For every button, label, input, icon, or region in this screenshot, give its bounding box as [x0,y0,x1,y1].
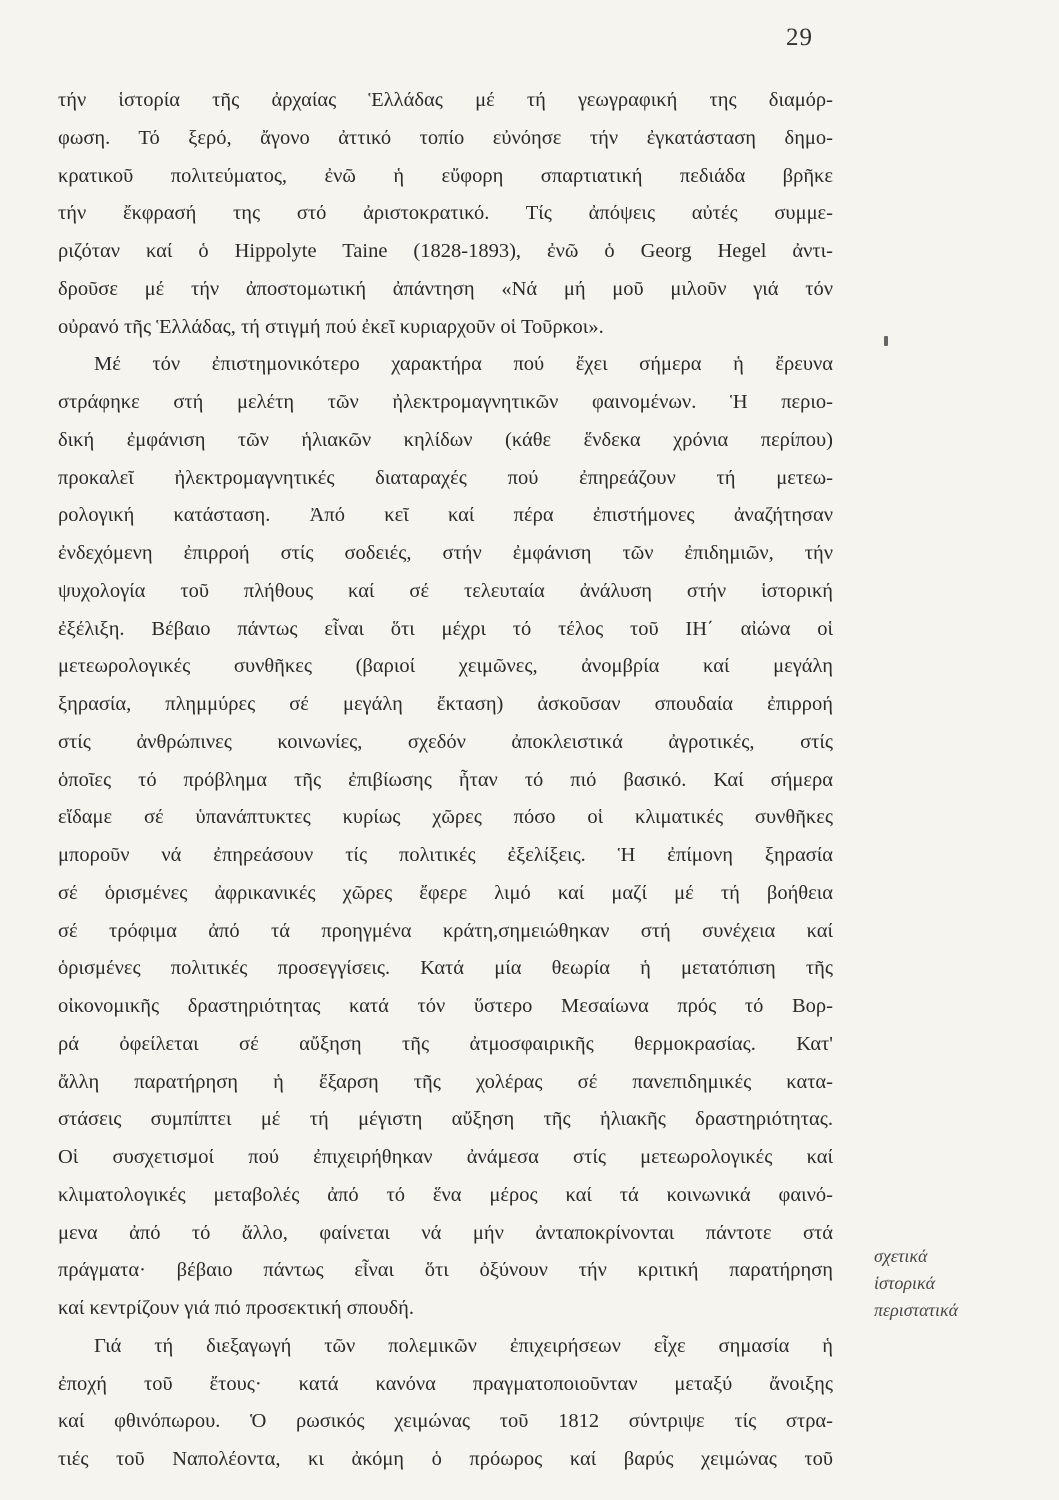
text-line: τήν ἔκφρασή της στό ἀριστοκρατικό. Τίς ἀπόψεις αὐτές συμμε- [58,202,833,225]
text-line: δροῦσε μέ τήν ἀποστομωτική ἀπάντηση «Νά μή μοῦ μιλοῦν γιά τόν [58,277,833,300]
text-line: μετεωρολογικές συνθῆκες (βαριοί χειμῶνες, ἀνομβρία καί μεγάλη [58,655,833,678]
text-line: ἄλλη παρατήρηση ἡ ἔξαρση τῆς χολέρας σέ πανεπιδημικές κατα- [58,1070,833,1093]
text-line: καί φθινόπωρου. Ὁ ρωσικός χειμώνας τοῦ 1812 σύντριψε τίς στρα- [58,1410,833,1433]
text-line: οἰκονομικῆς δραστηριότητας κατά τόν ὕστερο Μεσαίωνα πρός τό Βορ- [58,995,833,1017]
text-line: ἐξέλιξη. Βέβαιο πάντως εἶναι ὅτι μέχρι τό τέλος τοῦ ΙΗ΄ αἰώνα οἱ [58,617,833,640]
text-line: στάσεις συμπίπτει μέ τή μέγιστη αὔξηση τῆς ἡλιακῆς δραστηριότητας. [58,1108,833,1131]
text-line: δική ἐμφάνιση τῶν ἡλιακῶν κηλίδων (κάθε ἕνδεκα χρόνια περίπου) [58,428,833,451]
text-line: τιές τοῦ Ναπολέοντα, κι ἀκόμη ὁ πρόωρος καί βαρύς χειμώνας τοῦ [58,1448,833,1470]
text-line: στίς ἀνθρώπινες κοινωνίες, σχεδόν ἀποκλειστικά ἀγροτικές, στίς [58,730,833,753]
text-line: σέ τρόφιμα ἀπό τά προηγμένα κράτη,σημειώθηκαν στή συνέχεια καί [58,919,833,942]
text-line: πράγματα· βέβαιο πάντως εἶναι ὅτι ὀξύνουν τήν κριτική παρατήρηση [58,1259,833,1282]
text-line: Μέ τόν ἐπιστημονικότερο χαρακτήρα πού ἔχει σήμερα ἡ ἔρευνα [94,353,833,376]
text-line: ριζόταν καί ὁ Hippolyte Taine (1828-1893), ἐνῶ ὁ Georg Hegel ἀντι- [58,240,833,262]
text-line: τήν ἱστορία τῆς ἀρχαίας Ἑλλάδας μέ τή γεωγραφική της διαμόρ- [58,89,833,111]
page-number: 29 [786,24,813,51]
ink-mark [884,336,888,346]
margin-note-line: ἱστορικά [874,1273,936,1293]
text-line: ρολογική κατάσταση. Ἀπό κεῖ καί πέρα ἐπιστήμονες ἀναζήτησαν [58,504,833,527]
text-line: προκαλεῖ ἠλεκτρομαγνητικές διαταραχές πού ἐπηρεάζουν τή μετεω- [58,466,833,489]
text-line: στράφηκε στή μελέτη τῶν ἠλεκτρομαγνητικῶν φαινομένων. Ἡ περιο- [58,391,833,413]
text-line: Οἱ συσχετισμοί πού ἐπιχειρήθηκαν ἀνάμεσα στίς μετεωρολογικές καί [58,1146,833,1168]
text-line: κρατικοῦ πολιτεύματος, ἐνῶ ἡ εὔφορη σπαρτιατική πεδιάδα βρῆκε [58,164,833,187]
text-line: Γιά τή διεξαγωγή τῶν πολεμικῶν ἐπιχειρήσεων εἶχε σημασία ἡ [94,1334,833,1357]
body-text [58,82,833,1479]
text-line: ψυχολογία τοῦ πλήθους καί σέ τελευταία ἀνάλυση στήν ἱστορική [58,579,833,602]
text-line: καί κεντρίζουν γιά πιό προσεκτική σπουδή. [58,1297,414,1319]
text-line: ἐνδεχόμενη ἐπιρροή στίς σοδειές, στήν ἐμφάνιση τῶν ἐπιδημιῶν, τήν [58,542,833,564]
text-line: ἐποχή τοῦ ἔτους· κατά κανόνα πραγματοποιοῦνταν μεταξύ ἄνοιξης [58,1372,833,1395]
text-line: ξηρασία, πλημμύρες σέ μεγάλη ἔκταση) ἀσκοῦσαν σπουδαία ἐπιρροή [58,693,833,715]
text-line: οὐρανό τῆς Ἑλλάδας, τή στιγμή πού ἐκεῖ κυριαρχοῦν οἱ Τοῦρκοι». [58,315,604,338]
text-line: ὁποῖες τό πρόβλημα τῆς ἐπιβίωσης ἦταν τό πιό βασικό. Καί σήμερα [58,768,833,791]
text-line: ρά ὀφείλεται σέ αὔξηση τῆς ἀτμοσφαιρικῆς θερμοκρασίας. Κατ' [58,1032,833,1055]
margin-note-line: περιστατικά [874,1300,959,1320]
text-line: κλιματολογικές μεταβολές ἀπό τό ἕνα μέρος καί τά κοινωνικά φαινό- [58,1183,833,1206]
text-line: ὁρισμένες πολιτικές προσεγγίσεις. Κατά μία θεωρία ἡ μετατόπιση τῆς [58,957,833,980]
margin-note-line: σχετικά [874,1246,928,1266]
text-line: σέ ὁρισμένες ἀφρικανικές χῶρες ἔφερε λιμό καί μαζί μέ τή βοήθεια [58,881,833,904]
text-line: μποροῦν νά ἐπηρεάσουν τίς πολιτικές ἐξελίξεις. Ἡ ἐπίμονη ξηρασία [58,844,833,866]
text-line: φωση. Τό ξερό, ἄγονο ἀττικό τοπίο εὐνόησε τήν ἐγκατάσταση δημο- [58,126,833,149]
margin-note [874,1243,1044,1324]
text-line: εἴδαμε σέ ὑπανάπτυκτες κυρίως χῶρες πόσο οἱ κλιματικές συνθῆκες [58,806,833,829]
text-line: μενα ἀπό τό ἄλλο, φαίνεται νά μήν ἀνταποκρίνονται πάντοτε στά [58,1221,833,1244]
